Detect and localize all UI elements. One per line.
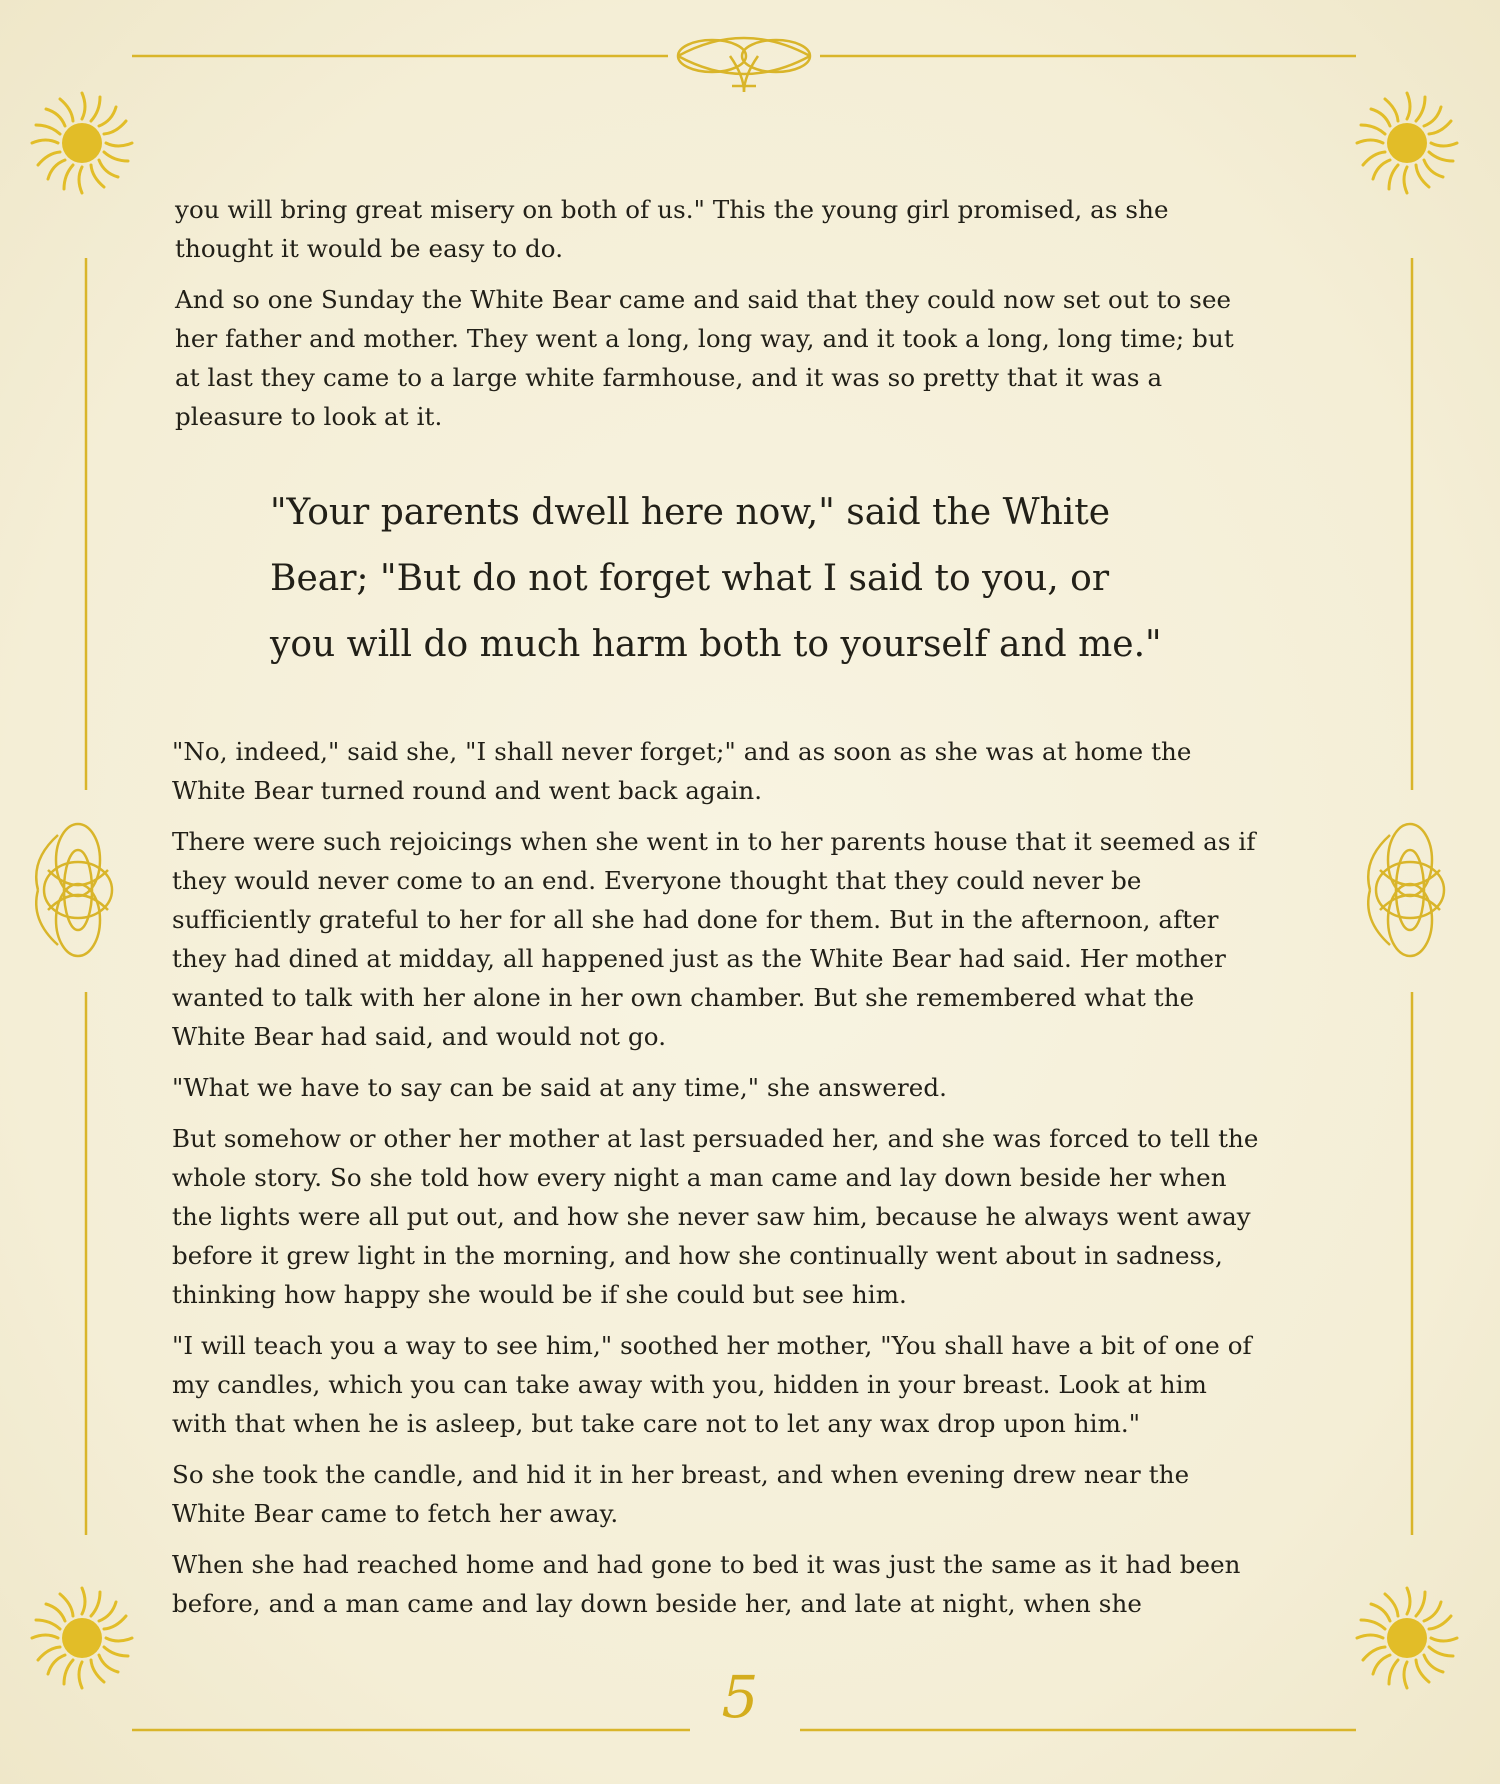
side-flourish-icon: [36, 824, 112, 956]
paragraph: When she had reached home and had gone to bed it was just the same as it had been before, and a man came and lay down beside her, and late at night, when she: [172, 1550, 1241, 1618]
scroll-flourish-icon: [678, 38, 810, 92]
sun-icon: [32, 1588, 132, 1688]
paragraph: "What we have to say can be said at any time," she answered.: [172, 1073, 948, 1102]
sun-icon: [1357, 1588, 1457, 1688]
sun-icon: [1357, 93, 1457, 193]
paragraph: But somehow or other her mother at last persuaded her, and she was forced to tell the whole story. So she told how every night a man came and lay down beside her when the lights were all put out, and how she never saw him, because he always went away before it grew light in the morning, and how she continually went about in sadness, thinking how happy she would be if she could but see him.: [172, 1124, 1259, 1309]
paragraph: So she took the candle, and hid it in her breast, and when evening drew near the White Bear came to fetch her away.: [172, 1460, 1190, 1528]
paragraph: "I will teach you a way to see him," soothed her mother, "You shall have a bit of one of my candles, which you can take away with you, hidden in your breast. Look at him with that when he is asleep, but take care not to let any wax drop upon him.": [172, 1331, 1252, 1438]
side-flourish-icon: [1368, 824, 1444, 956]
paragraph: you will bring great misery on both of us." This the young girl promised, as she thought it would be easy to do.: [175, 195, 1169, 263]
story-text-top: [175, 190, 1255, 448]
paragraph: And so one Sunday the White Bear came and said that they could now set out to see her father and mother. They went a long, long way, and it took a long, long time; but at last they came to a large white farmhouse, and it was so pretty that it was a pleasure to look at it.: [175, 285, 1234, 431]
page-number: 5: [721, 1663, 759, 1731]
sun-icon: [32, 93, 132, 193]
paragraph: "No, indeed," said she, "I shall never forget;" and as soon as she was at home the White Bear turned round and went back again.: [172, 737, 1192, 805]
pull-quote: "Your parents dwell here now," said the White Bear; "But do not forget what I said to you, or you will do much harm both to yourself and me.": [270, 492, 1162, 665]
paragraph: There were such rejoicings when she went in to her parents house that it seemed as if they would never come to an end. Everyone thought that they could never be sufficiently grateful to her for all she had done for them. But in the afternoon, after they had dined at midday, all happened just as the White Bear had said. Her mother wanted to talk with her alone in her own chamber. But she remembered what the White Bear had said, and would not go.: [172, 827, 1256, 1051]
story-text-bottom: [172, 732, 1262, 1635]
